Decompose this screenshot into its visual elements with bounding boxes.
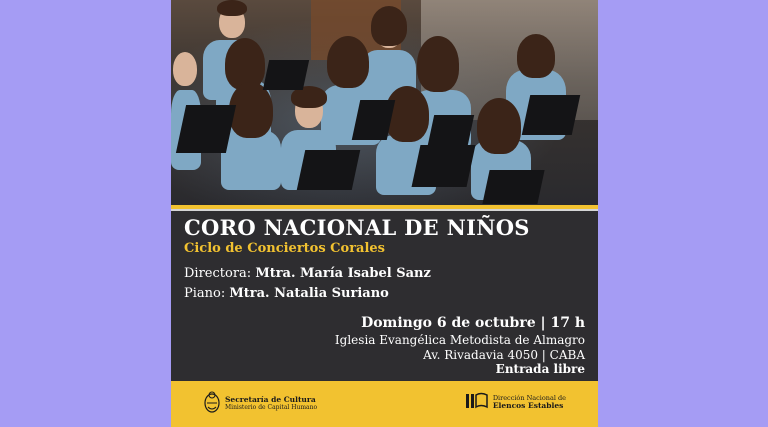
piano-label: Piano: (184, 286, 226, 301)
music-folder (522, 95, 581, 135)
poster-subtitle: Ciclo de Conciertos Corales (184, 241, 386, 256)
piano-credit (184, 286, 389, 301)
elencos-estables-icon (465, 392, 489, 414)
piano-name: Mtra. Natalia Suriano (229, 286, 389, 301)
poster-title: CORO NACIONAL DE NIÑOS (184, 215, 530, 240)
singer-hair (371, 6, 407, 46)
left-logo-title: Secretaría de Cultura (225, 395, 316, 405)
elencos-estables-logo (465, 392, 566, 414)
music-folder (428, 115, 474, 145)
singer-vest (221, 130, 281, 190)
director-name: Mtra. María Isabel Sanz (255, 266, 431, 281)
music-folder (482, 170, 544, 204)
music-folder (263, 60, 309, 90)
singer-hair (217, 0, 247, 16)
singer-hair (417, 36, 459, 92)
director-credit (184, 266, 431, 281)
music-folder (412, 145, 476, 187)
event-venue: Iglesia Evangélica Metodista de Almagro (334, 333, 585, 347)
singer-hair (327, 36, 369, 88)
music-folder (176, 105, 236, 153)
argentina-seal-icon (203, 390, 221, 418)
secretaria-cultura-logo (203, 390, 317, 418)
choir-photo (171, 0, 598, 205)
music-folder (297, 150, 361, 190)
event-address: Av. Rivadavia 4050 | CABA (423, 348, 585, 362)
singer-hair (477, 98, 521, 154)
concert-poster (171, 0, 598, 427)
left-logo-sub: Ministerio de Capital Humano (225, 403, 318, 411)
director-label: Directora: (184, 266, 252, 281)
singer-hair (229, 82, 273, 138)
right-logo-line1: Dirección Nacional de (492, 393, 566, 402)
singer-face (173, 52, 197, 86)
poster-footer (171, 381, 598, 427)
event-entry: Entrada libre (495, 362, 585, 376)
accent-stripe-white (171, 209, 598, 211)
right-logo-line2: Elencos Estables (492, 401, 564, 411)
event-date: Domingo 6 de octubre | 17 h (361, 315, 585, 331)
